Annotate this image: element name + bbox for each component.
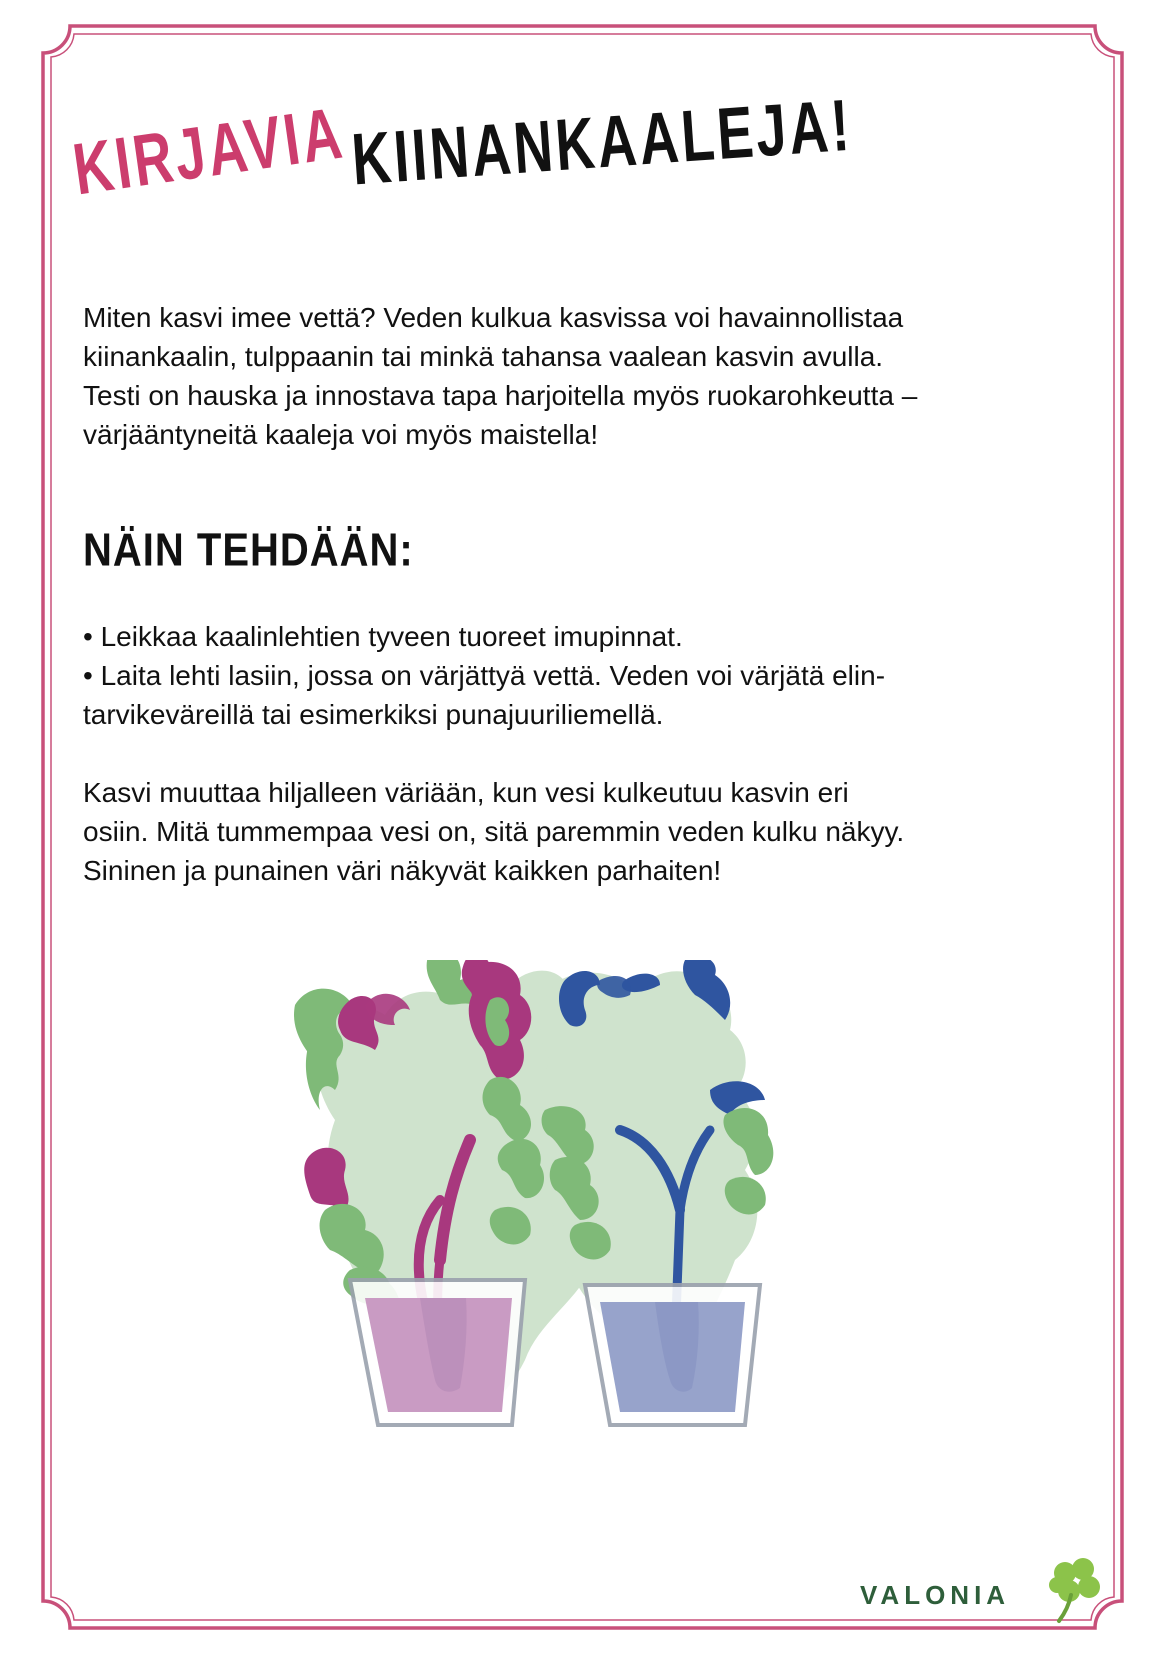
title-word-colored: KIRJAVIA	[68, 92, 350, 211]
instruction-step: • Leikkaa kaalinlehtien tyveen tuoreet imupinnat.	[83, 621, 683, 652]
intro-paragraph	[83, 298, 1093, 454]
intro-line: värjääntyneitä kaaleja voi myös maistella!	[83, 419, 599, 450]
instructions-list	[83, 617, 1093, 734]
brand-name: VALONIA	[860, 1580, 1011, 1610]
intro-line: Testi on hauska ja innostava tapa harjoitella myös ruokarohkeutta –	[83, 380, 918, 411]
cabbage-illustration	[290, 960, 830, 1520]
right-glass	[585, 1285, 760, 1425]
instructions-heading: NÄIN TEHDÄÄN:	[83, 525, 414, 576]
outro-paragraph	[83, 773, 1093, 890]
instruction-step-continuation: tarvikeväreillä tai esimerkiksi punajuuriliemellä.	[83, 699, 664, 730]
title-word-dark: KIINANKAALEJA!	[349, 84, 855, 201]
intro-line: Miten kasvi imee vettä? Veden kulkua kasvissa voi havainnollistaa	[83, 302, 904, 333]
left-glass	[350, 1280, 525, 1425]
outro-line: Kasvi muuttaa hiljalleen väriään, kun vesi kulkeutuu kasvin eri	[83, 777, 849, 808]
clover-leaf-icon	[1045, 1555, 1105, 1625]
page-title	[68, 84, 870, 230]
instruction-step: • Laita lehti lasiin, jossa on värjättyä vettä. Veden voi värjätä elin-	[83, 660, 886, 691]
outro-line: Sininen ja punainen väri näkyvät kaikken parhaiten!	[83, 855, 722, 886]
outro-line: osiin. Mitä tummempaa vesi on, sitä paremmin veden kulku näkyy.	[83, 816, 905, 847]
intro-line: kiinankaalin, tulppaanin tai minkä tahansa vaalean kasvin avulla.	[83, 341, 884, 372]
